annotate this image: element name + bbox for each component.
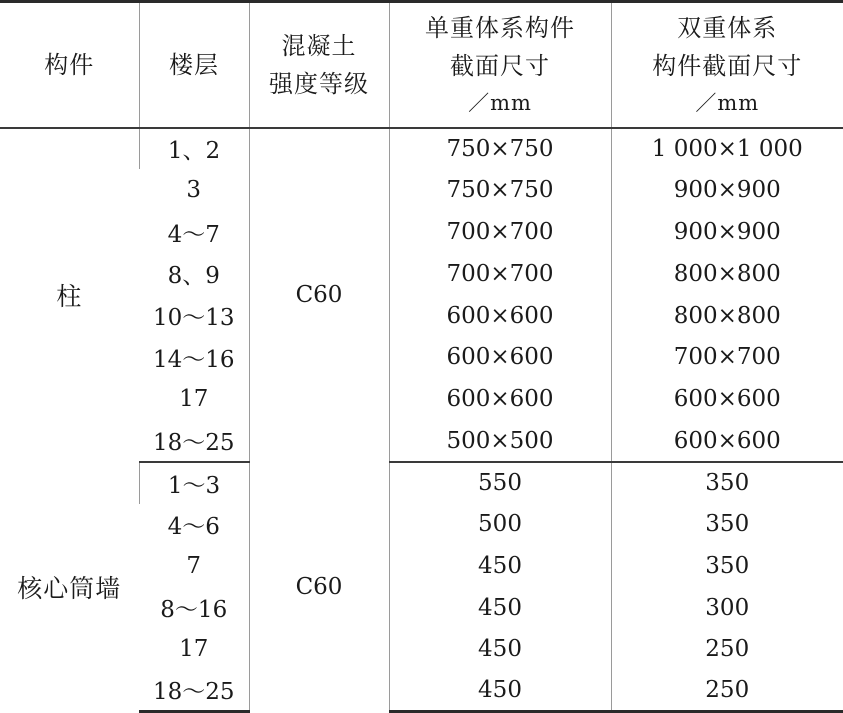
dual-system-size-cell: 1 000×1 000 bbox=[611, 128, 843, 170]
table-row bbox=[0, 462, 843, 504]
floor-cell: 1、2 bbox=[139, 128, 249, 170]
floor-cell: 8～16 bbox=[160, 597, 228, 624]
header-single-unit: ／mm bbox=[468, 90, 532, 115]
table-row bbox=[0, 128, 843, 170]
component-cell: 柱 bbox=[56, 282, 83, 312]
single-system-size-cell: 450 bbox=[389, 628, 611, 670]
floor-cell: 14～16 bbox=[152, 346, 235, 373]
concrete-grade-cell: C60 bbox=[249, 462, 389, 711]
header-single-line1: 单重体系构件 bbox=[425, 13, 575, 42]
dual-system-size-cell: 800×800 bbox=[611, 295, 843, 337]
floor-cell: 8、9 bbox=[167, 263, 220, 290]
header-single-system-size bbox=[389, 2, 611, 128]
dual-system-size-cell: 800×800 bbox=[611, 253, 843, 295]
core-wall-group bbox=[0, 462, 843, 711]
dual-system-size-cell: 300 bbox=[611, 587, 843, 629]
column-group bbox=[0, 128, 843, 463]
single-system-size-cell: 700×700 bbox=[389, 253, 611, 295]
floor-cell: 17 bbox=[179, 636, 209, 663]
single-system-size-cell: 450 bbox=[389, 587, 611, 629]
dual-system-size-cell: 350 bbox=[611, 462, 843, 504]
dual-system-size-cell: 600×600 bbox=[611, 378, 843, 420]
floor-cell: 1～3 bbox=[139, 462, 249, 504]
floor-cell: 17 bbox=[179, 386, 209, 413]
header-dual-unit: ／mm bbox=[695, 90, 760, 115]
floor-cell: 10～13 bbox=[152, 305, 235, 332]
floor-cell: 3 bbox=[186, 177, 202, 204]
dual-system-size-cell: 250 bbox=[611, 628, 843, 670]
concrete-grade-cell: C60 bbox=[249, 128, 389, 463]
dual-system-size-cell: 600×600 bbox=[611, 420, 843, 462]
dual-system-size-cell: 700×700 bbox=[611, 337, 843, 379]
header-single-line2: 截面尺寸 bbox=[450, 51, 550, 80]
single-system-size-cell: 450 bbox=[389, 545, 611, 587]
floor-cell: 4～6 bbox=[167, 513, 220, 540]
dual-system-size-cell: 900×900 bbox=[611, 169, 843, 211]
single-system-size-cell: 600×600 bbox=[389, 295, 611, 337]
dual-system-size-cell: 900×900 bbox=[611, 211, 843, 253]
header-dual-line1: 双重体系 bbox=[677, 13, 778, 42]
single-system-size-cell: 750×750 bbox=[389, 128, 611, 170]
component-cell: 核心筒墙 bbox=[17, 573, 122, 603]
single-system-size-cell: 550 bbox=[389, 462, 611, 504]
single-system-size-cell: 500×500 bbox=[389, 420, 611, 462]
header-component: 构件 bbox=[0, 2, 139, 128]
floor-cell: 18～25 bbox=[139, 420, 249, 462]
floor-cell: 7 bbox=[186, 552, 202, 579]
single-system-size-cell: 600×600 bbox=[389, 378, 611, 420]
dual-system-size-cell: 350 bbox=[611, 545, 843, 587]
single-system-size-cell: 750×750 bbox=[389, 169, 611, 211]
header-concrete-grade bbox=[249, 2, 389, 128]
header-floor: 楼层 bbox=[139, 2, 249, 128]
floor-cell: 4～7 bbox=[167, 221, 220, 248]
header-concrete-line2: 强度等级 bbox=[269, 69, 369, 98]
dual-system-size-cell: 350 bbox=[611, 504, 843, 546]
header-dual-system-size bbox=[611, 2, 843, 128]
header-dual-line2: 构件截面尺寸 bbox=[652, 51, 803, 80]
header-concrete-line1: 混凝土 bbox=[281, 31, 357, 60]
single-system-size-cell: 600×600 bbox=[389, 337, 611, 379]
single-system-size-cell: 450 bbox=[389, 670, 611, 712]
floor-cell: 18～25 bbox=[139, 670, 249, 712]
single-system-size-cell: 500 bbox=[389, 504, 611, 546]
single-system-size-cell: 700×700 bbox=[389, 211, 611, 253]
header-row bbox=[0, 2, 843, 128]
dual-system-size-cell: 250 bbox=[611, 670, 843, 712]
